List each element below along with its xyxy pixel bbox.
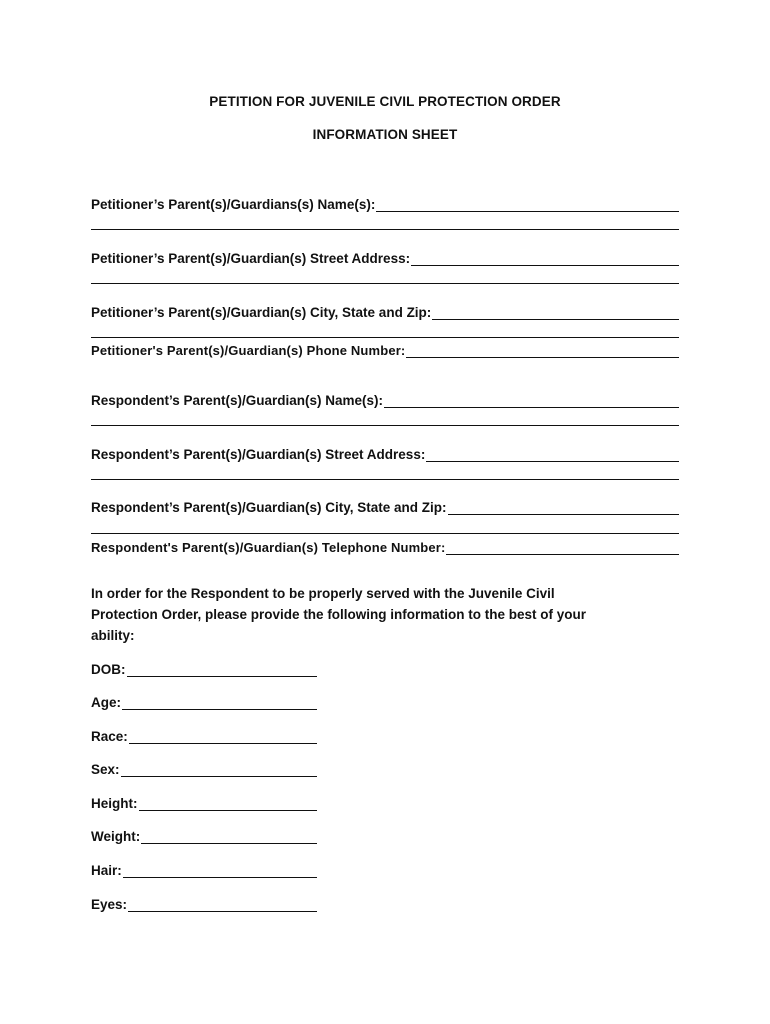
hair-row	[91, 860, 317, 878]
height-label: Height:	[91, 796, 138, 811]
height-row	[91, 793, 317, 811]
respondent-parent-street-field[interactable]	[426, 446, 679, 462]
petitioner-parent-name-field[interactable]	[376, 196, 679, 212]
service-instructions	[91, 583, 681, 646]
petitioner-parent-city-field[interactable]	[432, 304, 679, 320]
hair-field[interactable]	[123, 862, 317, 878]
respondent-parent-city-row	[91, 497, 679, 515]
weight-label: Weight:	[91, 829, 141, 844]
petitioner-parent-name-continuation-line[interactable]	[91, 229, 679, 230]
sex-row	[91, 759, 317, 777]
race-label: Race:	[91, 729, 128, 744]
respondent-parent-phone-label: Respondent's Parent(s)/Guardian(s) Telephone Number:	[91, 540, 446, 555]
race-field[interactable]	[129, 728, 317, 744]
age-row	[91, 692, 317, 710]
petitioner-parent-city-continuation-line[interactable]	[91, 337, 679, 338]
petitioner-parent-street-field[interactable]	[411, 250, 679, 266]
sex-label: Sex:	[91, 762, 120, 777]
dob-row	[91, 659, 317, 677]
race-row	[91, 726, 317, 744]
age-label: Age:	[91, 695, 121, 710]
respondent-parent-name-label: Respondent’s Parent(s)/Guardian(s) Name(s):	[91, 393, 384, 408]
hair-label: Hair:	[91, 863, 122, 878]
petitioner-parent-name-label: Petitioner’s Parent(s)/Guardians(s) Name(s):	[91, 197, 376, 212]
form-title: PETITION FOR JUVENILE CIVIL PROTECTION ORDER	[209, 94, 561, 109]
petitioner-parent-city-label: Petitioner’s Parent(s)/Guardian(s) City, State and Zip:	[91, 305, 432, 320]
form-subtitle: INFORMATION SHEET	[312, 127, 458, 142]
instructions-line-2: Protection Order, please provide the following information to the best of your	[91, 607, 587, 622]
instructions-line-3: ability:	[91, 628, 135, 643]
respondent-parent-city-label: Respondent’s Parent(s)/Guardian(s) City, State and Zip:	[91, 500, 447, 515]
respondent-parent-phone-row	[91, 537, 679, 555]
weight-row	[91, 826, 317, 844]
respondent-parent-name-field[interactable]	[384, 392, 679, 408]
eyes-row	[91, 894, 317, 912]
respondent-parent-city-continuation-line[interactable]	[91, 533, 679, 534]
petitioner-parent-phone-row	[91, 340, 679, 358]
petitioner-parent-street-row	[91, 248, 679, 266]
petitioner-parent-name-row	[91, 194, 679, 212]
respondent-parent-city-field[interactable]	[448, 499, 679, 515]
petitioner-parent-street-label: Petitioner’s Parent(s)/Guardian(s) Street Address:	[91, 251, 411, 266]
eyes-label: Eyes:	[91, 897, 128, 912]
eyes-field[interactable]	[128, 896, 317, 912]
height-field[interactable]	[139, 795, 318, 811]
respondent-parent-name-row	[91, 390, 679, 408]
respondent-parent-name-continuation-line[interactable]	[91, 425, 679, 426]
weight-field[interactable]	[141, 828, 317, 844]
dob-label: DOB:	[91, 662, 126, 677]
petitioner-parent-street-continuation-line[interactable]	[91, 283, 679, 284]
petitioner-parent-city-row	[91, 302, 679, 320]
respondent-parent-phone-field[interactable]	[446, 539, 679, 555]
petitioner-parent-phone-label: Petitioner's Parent(s)/Guardian(s) Phone Number:	[91, 343, 406, 358]
age-field[interactable]	[122, 694, 317, 710]
sex-field[interactable]	[121, 761, 317, 777]
respondent-parent-street-row	[91, 444, 679, 462]
instructions-line-1: In order for the Respondent to be properly served with the Juvenile Civil	[91, 586, 555, 601]
respondent-parent-street-continuation-line[interactable]	[91, 479, 679, 480]
petitioner-parent-phone-field[interactable]	[406, 342, 679, 358]
respondent-parent-street-label: Respondent’s Parent(s)/Guardian(s) Street Address:	[91, 447, 426, 462]
dob-field[interactable]	[127, 661, 318, 677]
